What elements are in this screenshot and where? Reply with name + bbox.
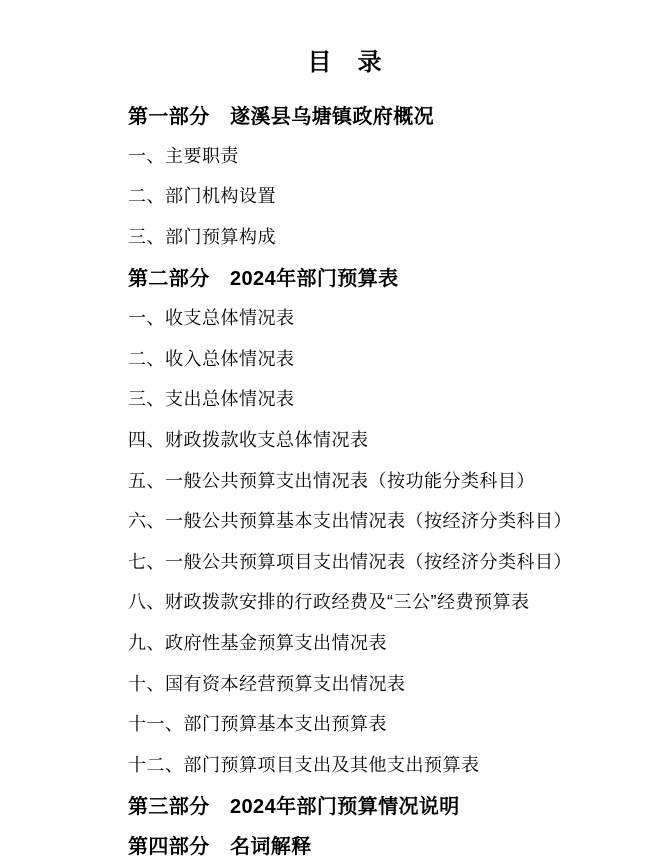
toc-item: 二、收入总体情况表 [128,348,295,369]
toc-item: 十一、部门预算基本支出预算表 [128,714,387,735]
toc-part-heading: 第二部分 2024年部门预算表 [128,268,399,291]
toc-item: 四、财政拨款收支总体情况表 [128,430,369,451]
toc-item: 十、国有资本经营预算支出情况表 [128,673,406,694]
toc-title: 目 录 [307,50,383,76]
toc-item: 九、政府性基金预算支出情况表 [128,633,387,654]
toc-item: 七、一般公共预算项目支出情况表（按经济分类科目） [128,551,572,572]
toc-item: 三、部门预算构成 [128,227,276,248]
toc-item: 一、收支总体情况表 [128,308,295,329]
toc-list [0,94,672,865]
toc-part-heading: 第三部分 2024年部门预算情况说明 [128,795,460,818]
toc-item: 一、主要职责 [128,145,239,166]
toc-part-heading: 第四部分 名词解释 [128,836,312,859]
toc-item: 十二、部门预算项目支出及其他支出预算表 [128,754,480,775]
toc-item: 二、部门机构设置 [128,186,276,207]
toc-item: 五、一般公共预算支出情况表（按功能分类科目） [128,470,535,491]
toc-item: 六、一般公共预算基本支出情况表（按经济分类科目） [128,511,572,532]
toc-item: 八、财政拨款安排的行政经费及“三公”经费预算表 [128,592,530,613]
toc-item: 三、支出总体情况表 [128,389,295,410]
toc-part-heading: 第一部分 遂溪县乌塘镇政府概况 [128,105,434,128]
